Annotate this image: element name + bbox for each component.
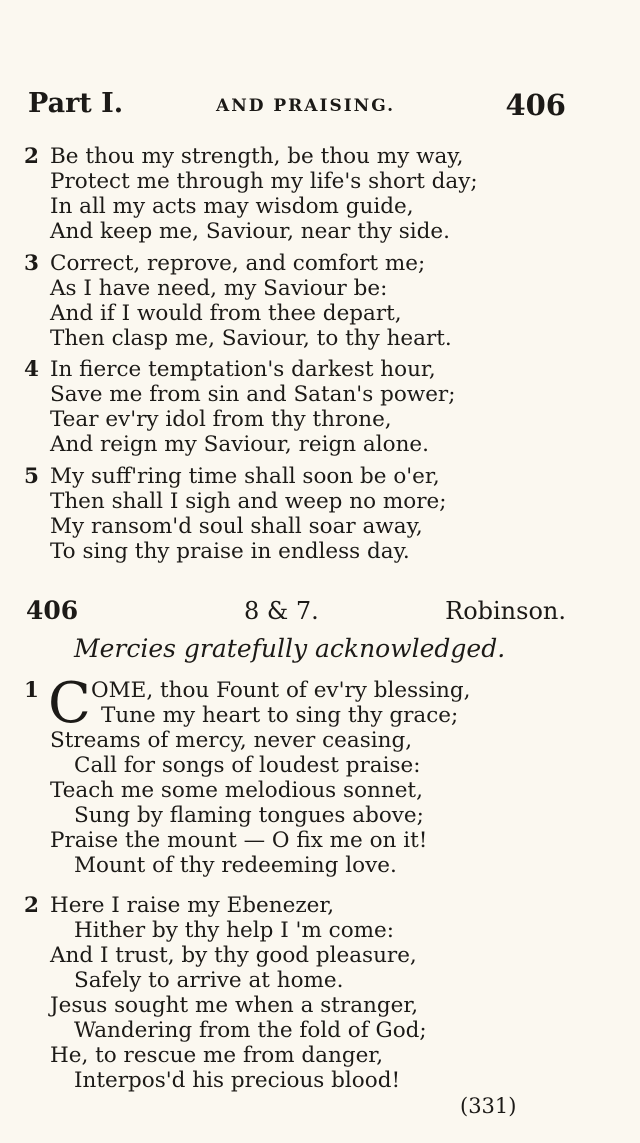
- stanza-number: 2: [24, 893, 39, 918]
- verse-line: Hither by thy help I 'm come:: [74, 918, 395, 943]
- verse-line: Praise the mount — O fix me on it!: [50, 828, 428, 853]
- verse-line: 2 Be thou my strength, be thou my way,: [24, 144, 464, 169]
- verse-line: Wandering from the fold of God;: [74, 1018, 427, 1043]
- running-header: [28, 88, 568, 128]
- hymn-meter: 8 & 7.: [244, 597, 319, 625]
- header-hymn-number: 406: [505, 88, 566, 122]
- verse-line: Safely to arrive at home.: [74, 968, 344, 993]
- verse-line: 3 Correct, reprove, and comfort me;: [24, 251, 426, 276]
- stanza-4: [24, 357, 614, 457]
- verse-line: Sung by flaming tongues above;: [74, 803, 424, 828]
- stanza-number: 1: [24, 678, 39, 703]
- running-title: AND PRAISING.: [216, 96, 396, 116]
- verse-line: Jesus sought me when a stranger,: [50, 993, 419, 1018]
- verse-line: Then shall I sigh and weep no more;: [50, 489, 447, 514]
- verse-line: Interpos'd his precious blood!: [74, 1068, 401, 1093]
- verse-line: Mount of thy redeeming love.: [74, 853, 397, 878]
- verse-line: He, to rescue me from danger,: [50, 1043, 384, 1068]
- hymn-stanza-2: [24, 893, 614, 1093]
- verse-line: And keep me, Saviour, near thy side.: [50, 219, 450, 244]
- stanza-number: 2: [24, 144, 39, 169]
- verse-line: 4 In fierce temptation's darkest hour,: [24, 357, 436, 382]
- hymn-heading: [26, 596, 566, 630]
- hymn-title: Mercies gratefully acknowledged.: [74, 634, 506, 663]
- verse-line: Streams of mercy, never ceasing,: [50, 728, 413, 753]
- verse-line: Tear ev'ry idol from thy throne,: [50, 407, 392, 432]
- stanza-number: 4: [24, 357, 39, 382]
- verse-line: Tune my heart to sing thy grace;: [101, 703, 459, 728]
- stanza-3: [24, 251, 614, 351]
- verse-line: 1 OME, thou Fount of ev'ry blessing,: [24, 678, 471, 703]
- verse-line: Call for songs of loudest praise:: [74, 753, 421, 778]
- verse-line: 2 Here I raise my Ebenezer,: [24, 893, 335, 918]
- verse-line: In all my acts may wisdom guide,: [50, 194, 414, 219]
- stanza-2: [24, 144, 614, 244]
- verse-line: Protect me through my life's short day;: [50, 169, 478, 194]
- stanza-number: 5: [24, 464, 39, 489]
- verse-line: And I trust, by thy good pleasure,: [50, 943, 417, 968]
- verse-line: Teach me some melodious sonnet,: [50, 778, 423, 803]
- verse-line: My ransom'd soul shall soar away,: [50, 514, 423, 539]
- verse-line: And if I would from thee depart,: [50, 301, 402, 326]
- verse-line: Save me from sin and Satan's power;: [50, 382, 456, 407]
- drop-cap: C: [48, 671, 91, 736]
- page-number: (331): [460, 1094, 517, 1118]
- hymn-stanza-1: [24, 671, 614, 878]
- stanza-5: [24, 464, 614, 564]
- verse-line: To sing thy praise in endless day.: [50, 539, 410, 564]
- verse-line: As I have need, my Saviour be:: [50, 276, 388, 301]
- verse-line: Then clasp me, Saviour, to thy heart.: [50, 326, 452, 351]
- hymn-tune: Robinson.: [445, 597, 566, 625]
- hymn-number: 406: [26, 596, 79, 625]
- section-label: Part I.: [28, 88, 124, 119]
- stanza-number: 3: [24, 251, 39, 276]
- verse-line: And reign my Saviour, reign alone.: [50, 432, 429, 457]
- verse-line: 5 My suff'ring time shall soon be o'er,: [24, 464, 440, 489]
